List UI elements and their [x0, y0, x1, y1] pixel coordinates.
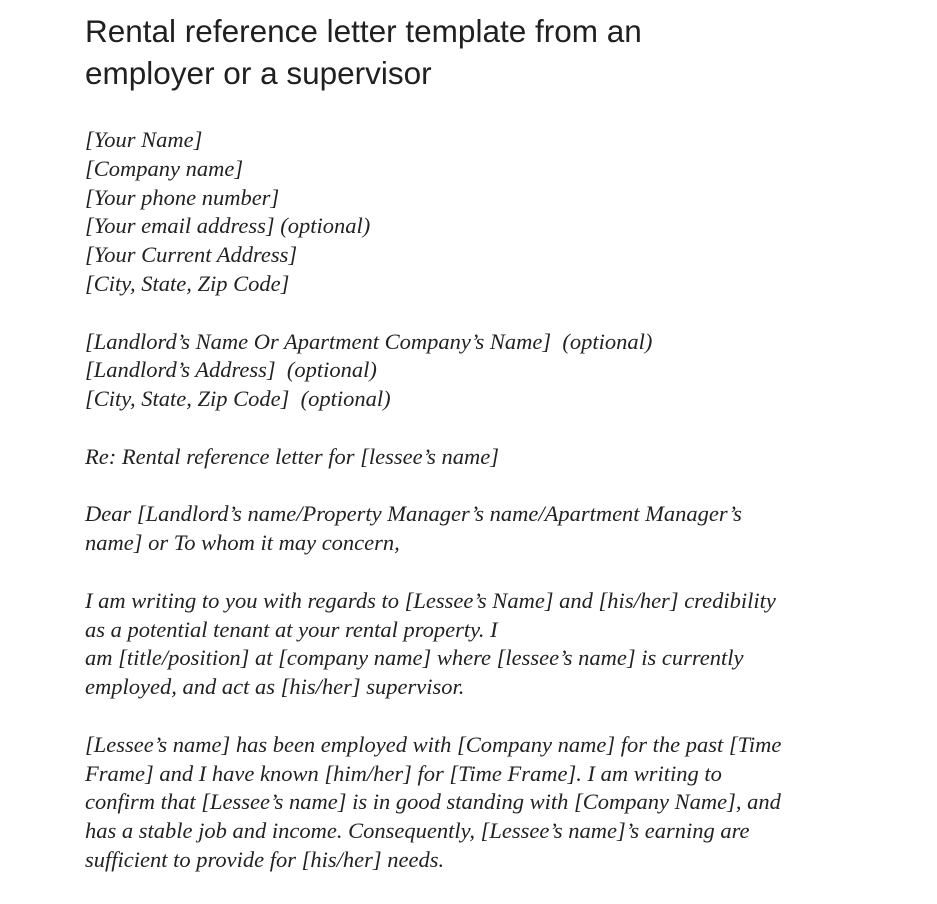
title-line-1: Rental reference letter template from an	[85, 13, 642, 49]
subject-text: Re: Rental reference letter for [lessee’s name]	[85, 443, 500, 469]
paragraph-2-line-5: sufficient to provide for [his/her] needs.	[85, 846, 445, 872]
recipient-name: [Landlord’s Name Or Apartment Company’s Name] (optional)	[85, 328, 653, 354]
letter-body	[85, 126, 905, 875]
paragraph-1-line-2: as a potential tenant at your rental property. I	[85, 616, 498, 642]
sender-name: [Your Name]	[85, 127, 203, 152]
paragraph-1-line-1: I am writing to you with regards to [Lessee’s Name] and [his/her] credibility	[85, 587, 776, 613]
sender-company: [Company name]	[85, 155, 244, 181]
salutation-line-1: Dear [Landlord’s name/Property Manager’s name/Apartment Manager’s	[85, 501, 742, 527]
sender-address: [Your Current Address]	[85, 242, 298, 268]
paragraph-2-line-2: Frame] and I have known [him/her] for [Time Frame]. I am writing to	[85, 760, 722, 786]
paragraph-1-line-3: am [title/position] at [company name] where [lessee’s name] is currently	[85, 645, 744, 671]
paragraph-1-line-4: employed, and act as [his/her] supervisor.	[85, 674, 465, 700]
document-page	[85, 10, 905, 904]
recipient-address: [Landlord’s Address] (optional)	[85, 357, 377, 383]
recipient-city-state-zip: [City, State, Zip Code] (optional)	[85, 386, 391, 412]
document-title	[85, 10, 905, 94]
salutation	[85, 500, 905, 558]
paragraph-2-line-4: has a stable job and income. Consequently, [Lessee’s name]’s earning are	[85, 818, 750, 844]
recipient-block	[85, 328, 905, 414]
sender-block	[85, 126, 905, 299]
sender-phone: [Your phone number]	[85, 184, 280, 210]
paragraph-2	[85, 731, 905, 875]
paragraph-1	[85, 587, 905, 702]
title-line-2: employer or a supervisor	[85, 55, 432, 91]
sender-city-state-zip: [City, State, Zip Code]	[85, 270, 290, 296]
salutation-line-2: name] or To whom it may concern,	[85, 530, 400, 556]
sender-email: [Your email address] (optional)	[85, 213, 371, 239]
paragraph-2-line-1: [Lessee’s name] has been employed with [Company name] for the past [Time	[85, 731, 782, 757]
paragraph-2-line-3: confirm that [Lessee’s name] is in good standing with [Company Name], and	[85, 789, 781, 815]
subject-line	[85, 443, 905, 472]
